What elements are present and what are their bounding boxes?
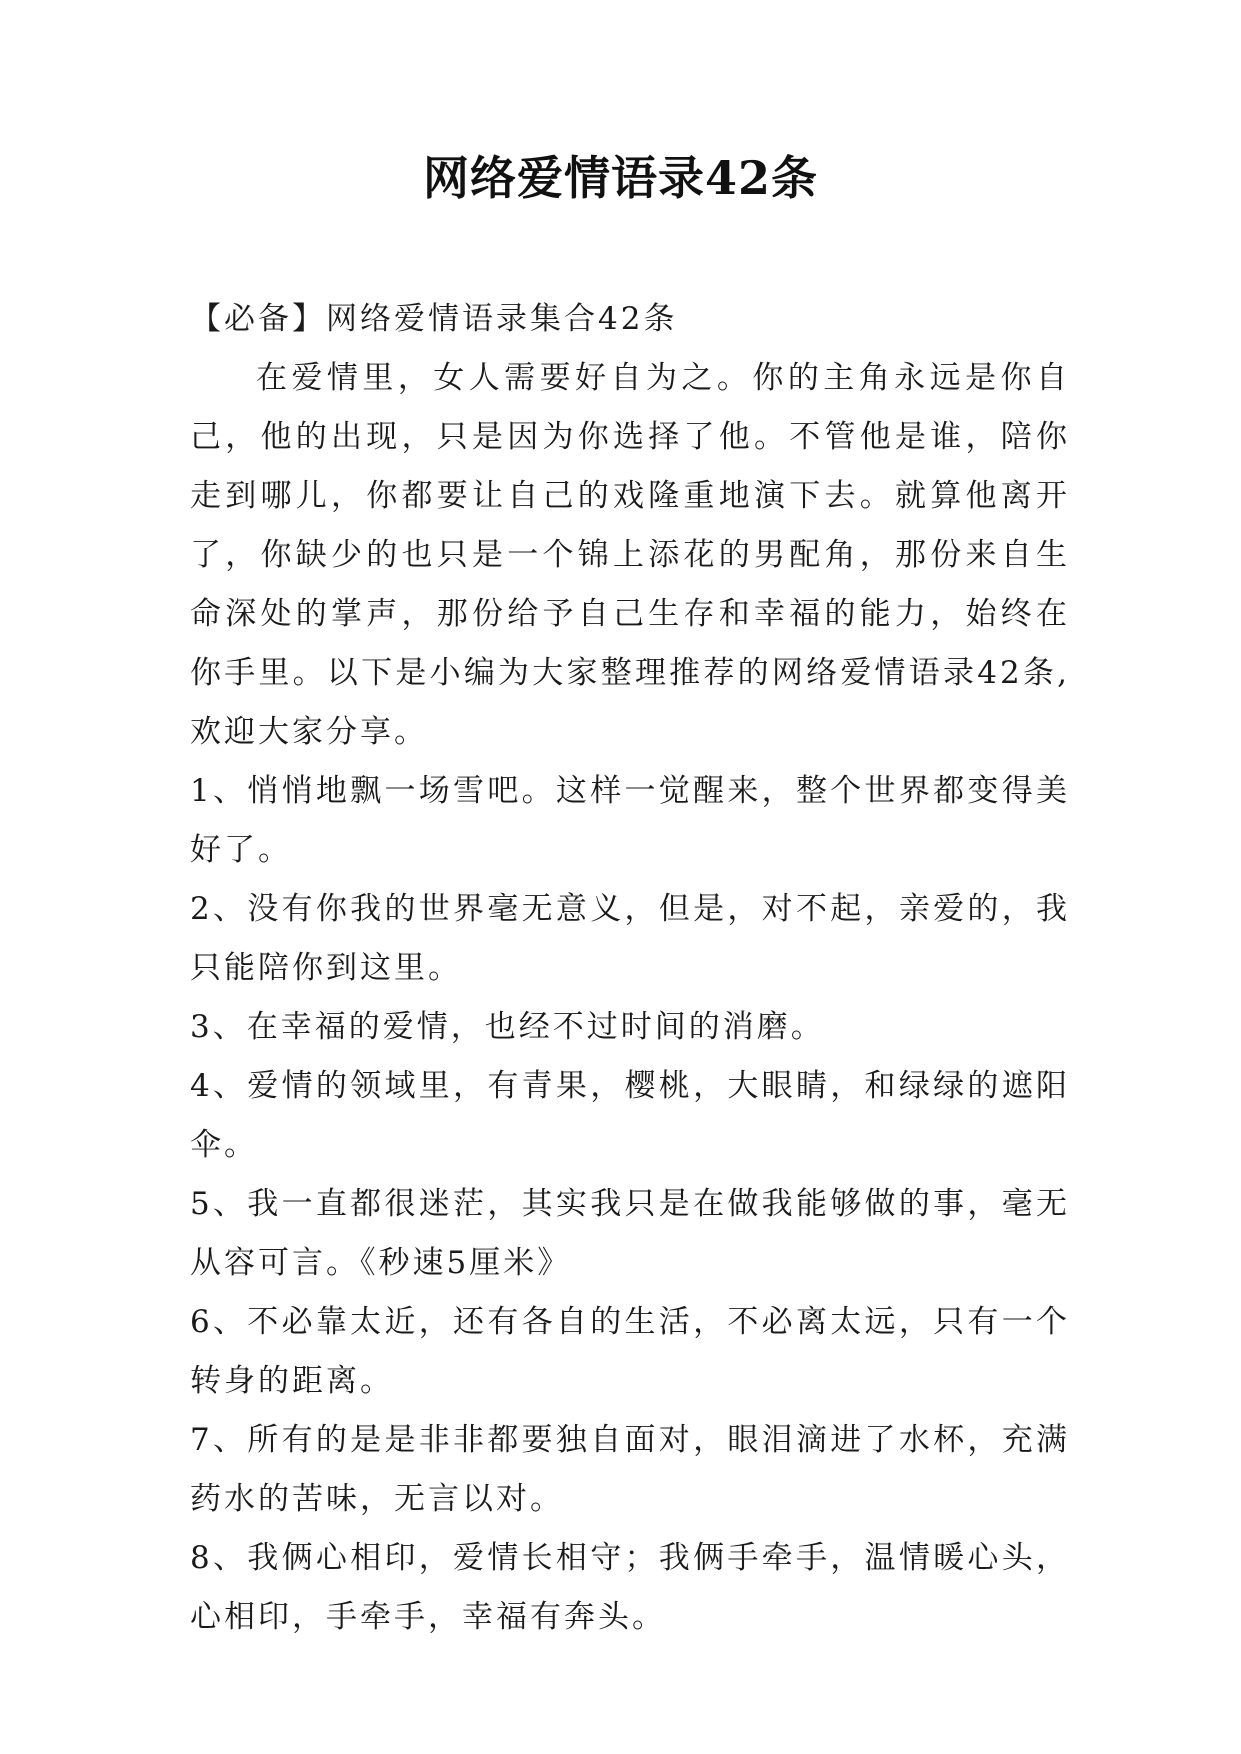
document-body xyxy=(190,290,1070,1647)
intro-paragraph: 在爱情里，女人需要好自为之。你的主角永远是你自己，他的出现，只是因为你选择了他。不管他是谁，陪你走到哪儿，你都要让自己的戏隆重地演下去。就算他离开了，你缺少的也只是一个锦上添花的男配角，那份来自生命深处的掌声，那份给予自己生存和幸福的能力，始终在你手里。以下是小编为大家整理推荐的网络爱情语录42条,欢迎大家分享。 xyxy=(190,360,1070,750)
list-item: 6、不必靠太近，还有各自的生活，不必离太远，只有一个转身的距离。 xyxy=(190,1304,1070,1399)
list-item: 3、在幸福的爱情，也经不过时间的消磨。 xyxy=(190,1009,825,1045)
list-item: 7、所有的是是非非都要独自面对，眼泪滴进了水杯，充满药水的苦味，无言以对。 xyxy=(190,1422,1070,1517)
list-item: 5、我一直都很迷茫，其实我只是在做我能够做的事，毫无从容可言。《秒速5厘米》 xyxy=(190,1186,1070,1281)
document-title: 网络爱情语录42条 xyxy=(422,151,818,205)
document-subtitle: 【必备】网络爱情语录集合42条 xyxy=(190,301,678,337)
list-item: 1、悄悄地飘一场雪吧。这样一觉醒来，整个世界都变得美好了。 xyxy=(190,773,1070,868)
list-item: 4、爱情的领域里，有青果，樱桃，大眼睛，和绿绿的遮阳伞。 xyxy=(190,1068,1070,1163)
list-item: 2、没有你我的世界毫无意义，但是，对不起，亲爱的，我只能陪你到这里。 xyxy=(190,891,1070,986)
list-item: 8、我俩心相印，爱情长相守；我俩手牵手，温情暖心头，心相印，手牵手，幸福有奔头。 xyxy=(190,1540,1070,1635)
